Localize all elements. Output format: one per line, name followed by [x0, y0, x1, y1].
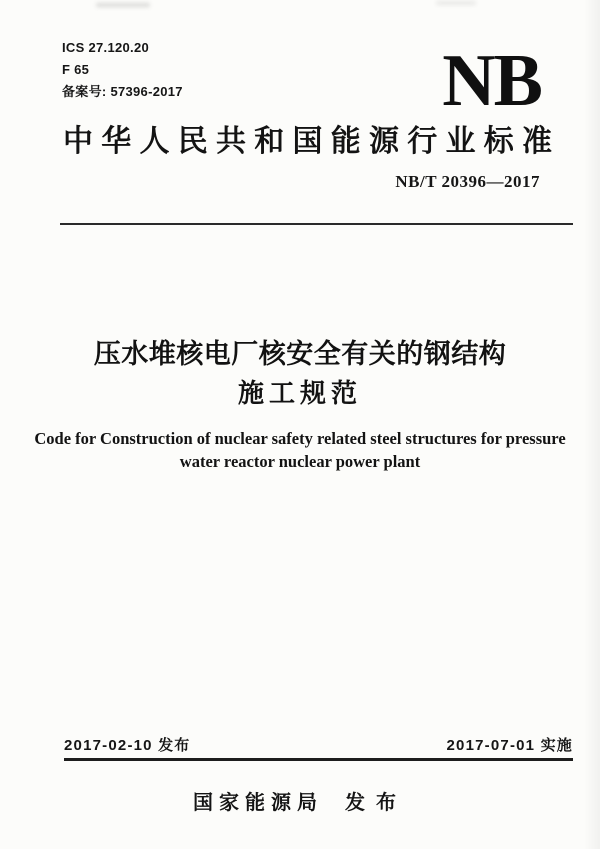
standard-category-title: 中华人民共和国能源行业标准: [63, 125, 552, 158]
scan-artifact: [436, 1, 476, 5]
main-title-cn-line1: 压水堆核电厂核安全有关的钢结构: [93, 339, 507, 369]
main-title-en-line2: water reactor nuclear power plant: [179, 452, 421, 471]
publish-action-label: 发布: [345, 792, 407, 814]
record-number: 备案号: 57396-2017: [62, 84, 183, 99]
implementation-date: 2017-07-01 实施: [446, 737, 573, 754]
standard-number: NB/T 20396—2017: [395, 172, 540, 191]
main-title-english: [30, 427, 570, 473]
main-title-chinese: [0, 334, 600, 412]
scan-artifact: [96, 3, 150, 7]
issue-date: 2017-02-10 发布: [64, 737, 191, 754]
publisher-row: [0, 791, 600, 815]
publisher-name: 国家能源局: [193, 792, 323, 814]
header-rule: [60, 223, 573, 225]
main-title-en-line1: Code for Construction of nuclear safety related steel structures for pressure: [34, 429, 566, 448]
ics-code: ICS 27.120.20: [62, 40, 150, 55]
classification-code: F 65: [62, 62, 90, 77]
document-meta-block: [62, 37, 183, 103]
dates-rule-row: [64, 734, 573, 761]
main-title-cn-line2: 施工规范: [237, 378, 362, 408]
nb-logo: NB: [442, 40, 541, 122]
